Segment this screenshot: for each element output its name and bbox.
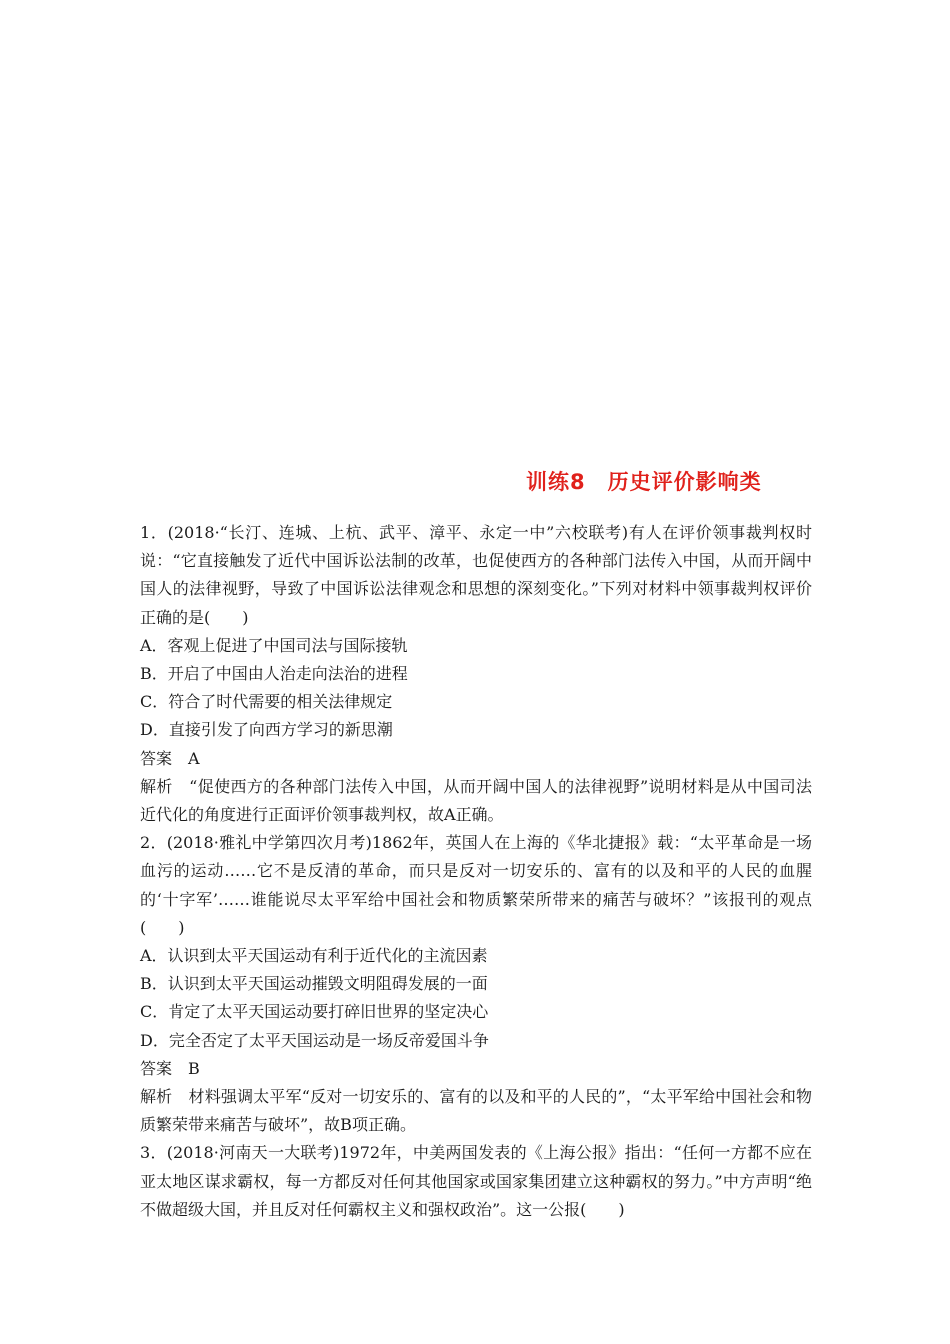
answer: 答案 A [140,748,200,768]
option-a: A．客观上促进了中国司法与国际接轨 [140,635,408,655]
option-b: B．开启了中国由人治走向法治的进程 [140,664,408,684]
option-c: C．符合了时代需要的相关法律规定 [140,692,393,712]
option-d: D．完全否定了太平天国运动是一场反帝爱国斗争 [140,1030,489,1050]
option-c: C．肯定了太平天国运动要打碎旧世界的坚定决心 [140,1002,489,1022]
analysis: 解析 材料强调太平军“反对一切安乐的、富有的以及和平的人民的”，“太平军给中国社会和物质繁荣带来痛苦与破坏”，故B项正确。 [140,1087,812,1135]
option-d: D．直接引发了向西方学习的新思潮 [140,720,393,740]
page-title: 训练8 历史评价影响类 [526,470,762,494]
question-stem: 3．(2018·河南天一大联考)1972年，中美两国发表的《上海公报》指出：“任何一方都不应在亚太地区谋求霸权，每一方都反对任何其他国家或国家集团建立这种霸权的努力。”中方声明“绝不做超级大国，并且反对任何霸权主义和强权政治”。这一公报( ) [140,1143,812,1219]
question-1 [140,519,812,829]
question-2 [140,829,812,1139]
answer: 答案 B [140,1058,200,1078]
question-stem: 2．(2018·雅礼中学第四次月考)1862年，英国人在上海的《华北捷报》载：“太平革命是一场血污的运动……它不是反清的革命，而只是反对一切安乐的、富有的以及和平的人民的血腥的‘十字军’……谁能说尽太平军给中国社会和物质繁荣所带来的痛苦与破坏？”该报刊的观点( ) [140,833,812,937]
analysis: 解析 “促使西方的各种部门法传入中国，从而开阔中国人的法律视野”说明材料是从中国司法近代化的角度进行正面评价领事裁判权，故A正确。 [140,776,812,825]
question-list [140,519,812,1224]
option-a: A．认识到太平天国运动有利于近代化的主流因素 [140,946,488,966]
question-3 [140,1139,812,1224]
question-stem: 1．(2018·“长汀、连城、上杭、武平、漳平、永定一中”六校联考)有人在评价领事裁判权时说：“它直接触发了近代中国诉讼法制的改革，也促使西方的各种部门法传入中国，从而开阔中国人的法律视野，导致了中国诉讼法律观念和思想的深刻变化。”下列对材料中领事裁判权评价正确的是( ) [140,523,812,627]
option-b: B．认识到太平天国运动摧毁文明阻碍发展的一面 [140,974,488,994]
